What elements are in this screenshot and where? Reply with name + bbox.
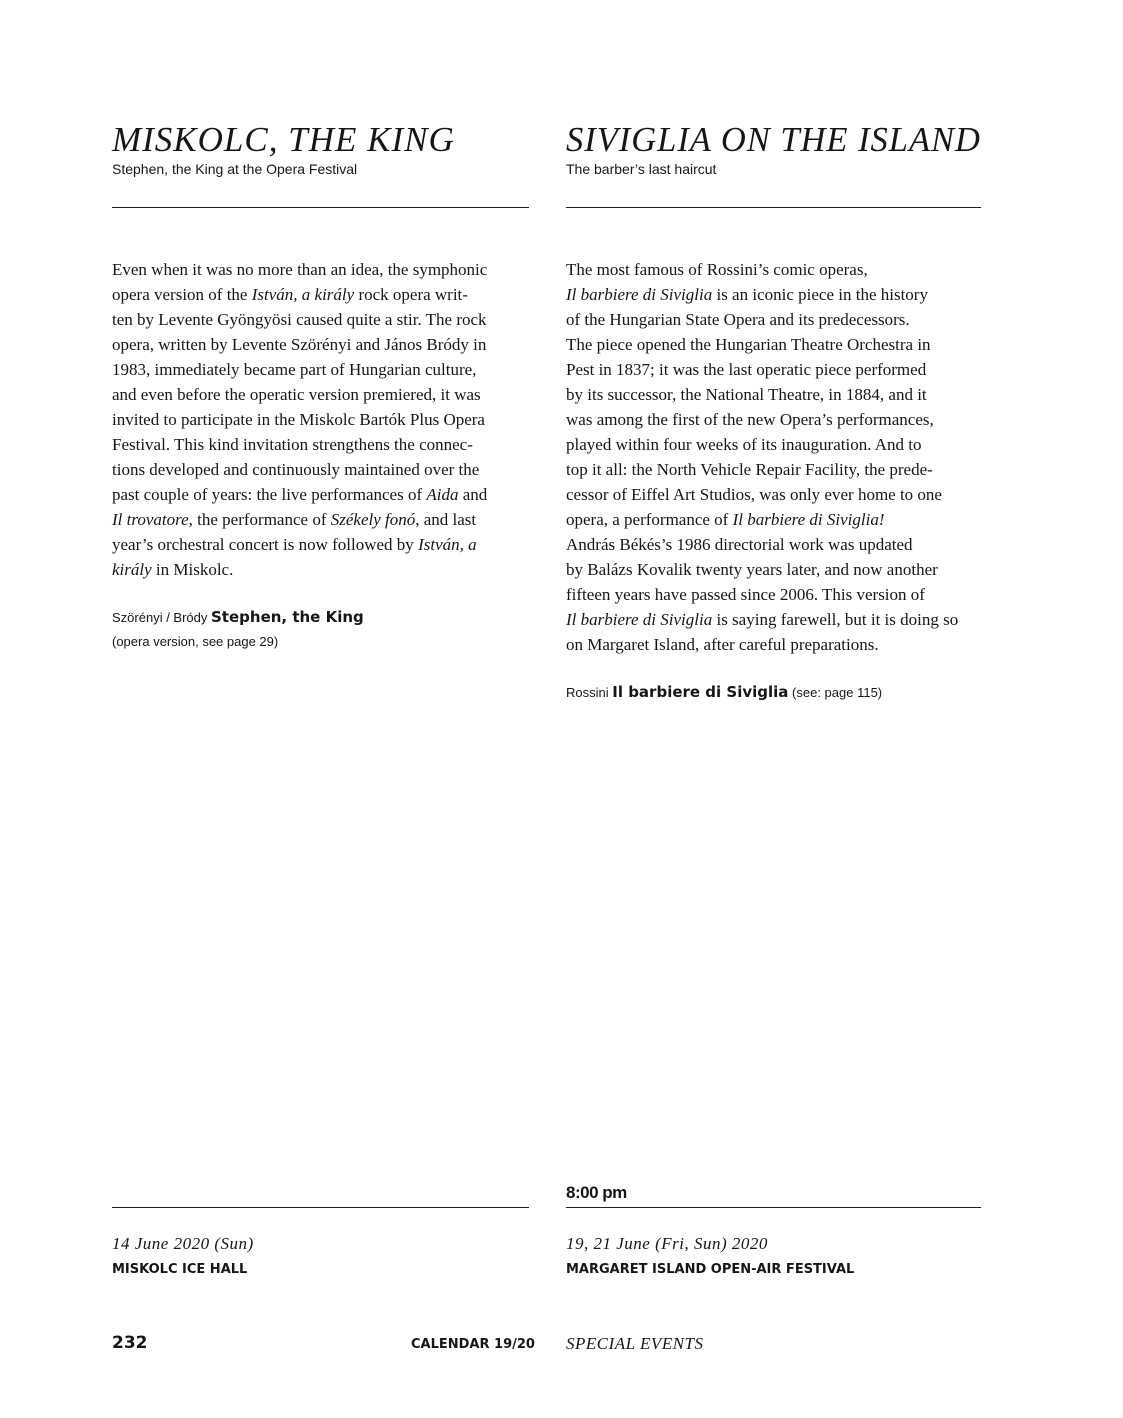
text-run: fifteen years have passed since 2006. This version of xyxy=(566,585,925,604)
italic-title: király xyxy=(112,560,152,579)
text-run: by its successor, the National Theatre, in 1884, and it xyxy=(566,385,927,404)
text-run: The most famous of Rossini’s comic operas, xyxy=(566,260,868,279)
left-article xyxy=(112,0,535,1418)
bottom-divider xyxy=(566,1207,981,1208)
body-line xyxy=(566,382,981,407)
body-line xyxy=(566,432,981,457)
text-run: , the performance of xyxy=(188,510,331,529)
body-line xyxy=(112,332,529,357)
body-line xyxy=(566,332,981,357)
italic-title: Székely fonó xyxy=(330,510,416,529)
bottom-divider xyxy=(112,1207,529,1208)
text-run: Even when it was no more than an idea, the symphonic xyxy=(112,260,488,279)
text-run: opera, a performance of xyxy=(566,510,733,529)
article-title: SIVIGLIA ON THE ISLAND xyxy=(566,120,981,159)
performance-venue: MARGARET ISLAND OPEN-AIR FESTIVAL xyxy=(566,1262,855,1277)
page-number: 232 xyxy=(112,1333,148,1353)
text-run: 1983, immediately became part of Hungarian culture, xyxy=(112,360,477,379)
body-line xyxy=(112,382,529,407)
text-run: The piece opened the Hungarian Theatre Orchestra in xyxy=(566,335,931,354)
top-divider xyxy=(112,207,529,208)
credit-composer: Rossini xyxy=(566,685,609,700)
italic-title: Aida xyxy=(426,485,459,504)
body-line xyxy=(566,607,981,632)
body-line xyxy=(566,357,981,382)
performance-credit xyxy=(112,608,364,626)
body-line xyxy=(566,582,981,607)
article-body xyxy=(112,257,529,582)
italic-title: Il barbiere di Siviglia! xyxy=(732,510,885,529)
body-line xyxy=(566,407,981,432)
right-article xyxy=(566,0,981,1418)
text-run: was among the first of the new Opera’s performances, xyxy=(566,410,934,429)
text-run: of the Hungarian State Opera and its predecessors. xyxy=(566,310,910,329)
body-line xyxy=(112,432,529,457)
body-line xyxy=(566,507,981,532)
body-line xyxy=(566,282,981,307)
text-run: played within four weeks of its inauguration. And to xyxy=(566,435,922,454)
article-subtitle: The barber’s last haircut xyxy=(566,161,717,177)
body-line xyxy=(112,357,529,382)
text-run: is an iconic piece in the history xyxy=(712,285,928,304)
text-run: ten by Levente Gyöngyösi caused quite a stir. The rock xyxy=(112,310,487,329)
body-line xyxy=(566,482,981,507)
section-name: SPECIAL EVENTS xyxy=(566,1334,704,1353)
body-line xyxy=(112,557,529,582)
body-line xyxy=(566,632,981,657)
body-line xyxy=(566,457,981,482)
performance-date: 14 June 2020 (Sun) xyxy=(112,1234,254,1253)
performance-time: 8:00 pm xyxy=(566,1183,627,1202)
text-run: Festival. This kind invitation strengthens the connec- xyxy=(112,435,473,454)
text-run: and xyxy=(458,485,488,504)
performance-credit xyxy=(566,683,882,701)
text-run: by Balázs Kovalik twenty years later, and now another xyxy=(566,560,938,579)
credit-composer: Szörényi / Bródy xyxy=(112,610,208,625)
article-subtitle: Stephen, the King at the Opera Festival xyxy=(112,161,358,177)
body-line xyxy=(112,457,529,482)
text-run: opera, written by Levente Szörényi and János Bródy in xyxy=(112,335,487,354)
text-run: is saying farewell, but it is doing so xyxy=(712,610,959,629)
text-run: and even before the operatic version premiered, it was xyxy=(112,385,481,404)
italic-title: István, a xyxy=(418,535,477,554)
article-title: MISKOLC, THE KING xyxy=(112,120,455,159)
body-line xyxy=(112,307,529,332)
text-run: year’s orchestral concert is now followed by xyxy=(112,535,419,554)
text-run: past couple of years: the live performances of xyxy=(112,485,427,504)
article-body xyxy=(566,257,981,657)
body-line xyxy=(112,282,529,307)
credit-work-title: Stephen, the King xyxy=(211,608,364,626)
italic-title: István, a király xyxy=(251,285,355,304)
top-divider xyxy=(566,207,981,208)
running-title: CALENDAR 19/20 xyxy=(411,1337,535,1352)
performance-date: 19, 21 June (Fri, Sun) 2020 xyxy=(566,1234,768,1253)
italic-title: Il barbiere di Siviglia xyxy=(566,610,713,629)
body-line xyxy=(566,257,981,282)
credit-note: (opera version, see page 29) xyxy=(112,634,279,649)
body-line xyxy=(566,557,981,582)
body-line xyxy=(112,257,529,282)
text-run: in Miskolc. xyxy=(151,560,234,579)
text-run: rock opera writ- xyxy=(354,285,468,304)
text-run: tions developed and continuously maintained over the xyxy=(112,460,480,479)
text-run: opera version of the xyxy=(112,285,252,304)
text-run: on Margaret Island, after careful preparations. xyxy=(566,635,879,654)
text-run: Pest in 1837; it was the last operatic piece performed xyxy=(566,360,927,379)
text-run: invited to participate in the Miskolc Bartók Plus Opera xyxy=(112,410,485,429)
italic-title: Il barbiere di Siviglia xyxy=(566,285,713,304)
body-line xyxy=(112,407,529,432)
body-line xyxy=(566,307,981,332)
body-line xyxy=(112,482,529,507)
performance-venue: MISKOLC ICE HALL xyxy=(112,1262,248,1277)
body-line xyxy=(112,507,529,532)
text-run: cessor of Eiffel Art Studios, was only ever home to one xyxy=(566,485,942,504)
text-run: , and last xyxy=(415,510,477,529)
credit-note: (see: page 115) xyxy=(792,685,883,700)
text-run: András Békés’s 1986 directorial work was updated xyxy=(566,535,913,554)
body-line xyxy=(112,532,529,557)
credit-work-title: Il barbiere di Siviglia xyxy=(612,683,789,701)
italic-title: Il trovatore xyxy=(112,510,189,529)
text-run: top it all: the North Vehicle Repair Facility, the prede- xyxy=(566,460,933,479)
body-line xyxy=(566,532,981,557)
